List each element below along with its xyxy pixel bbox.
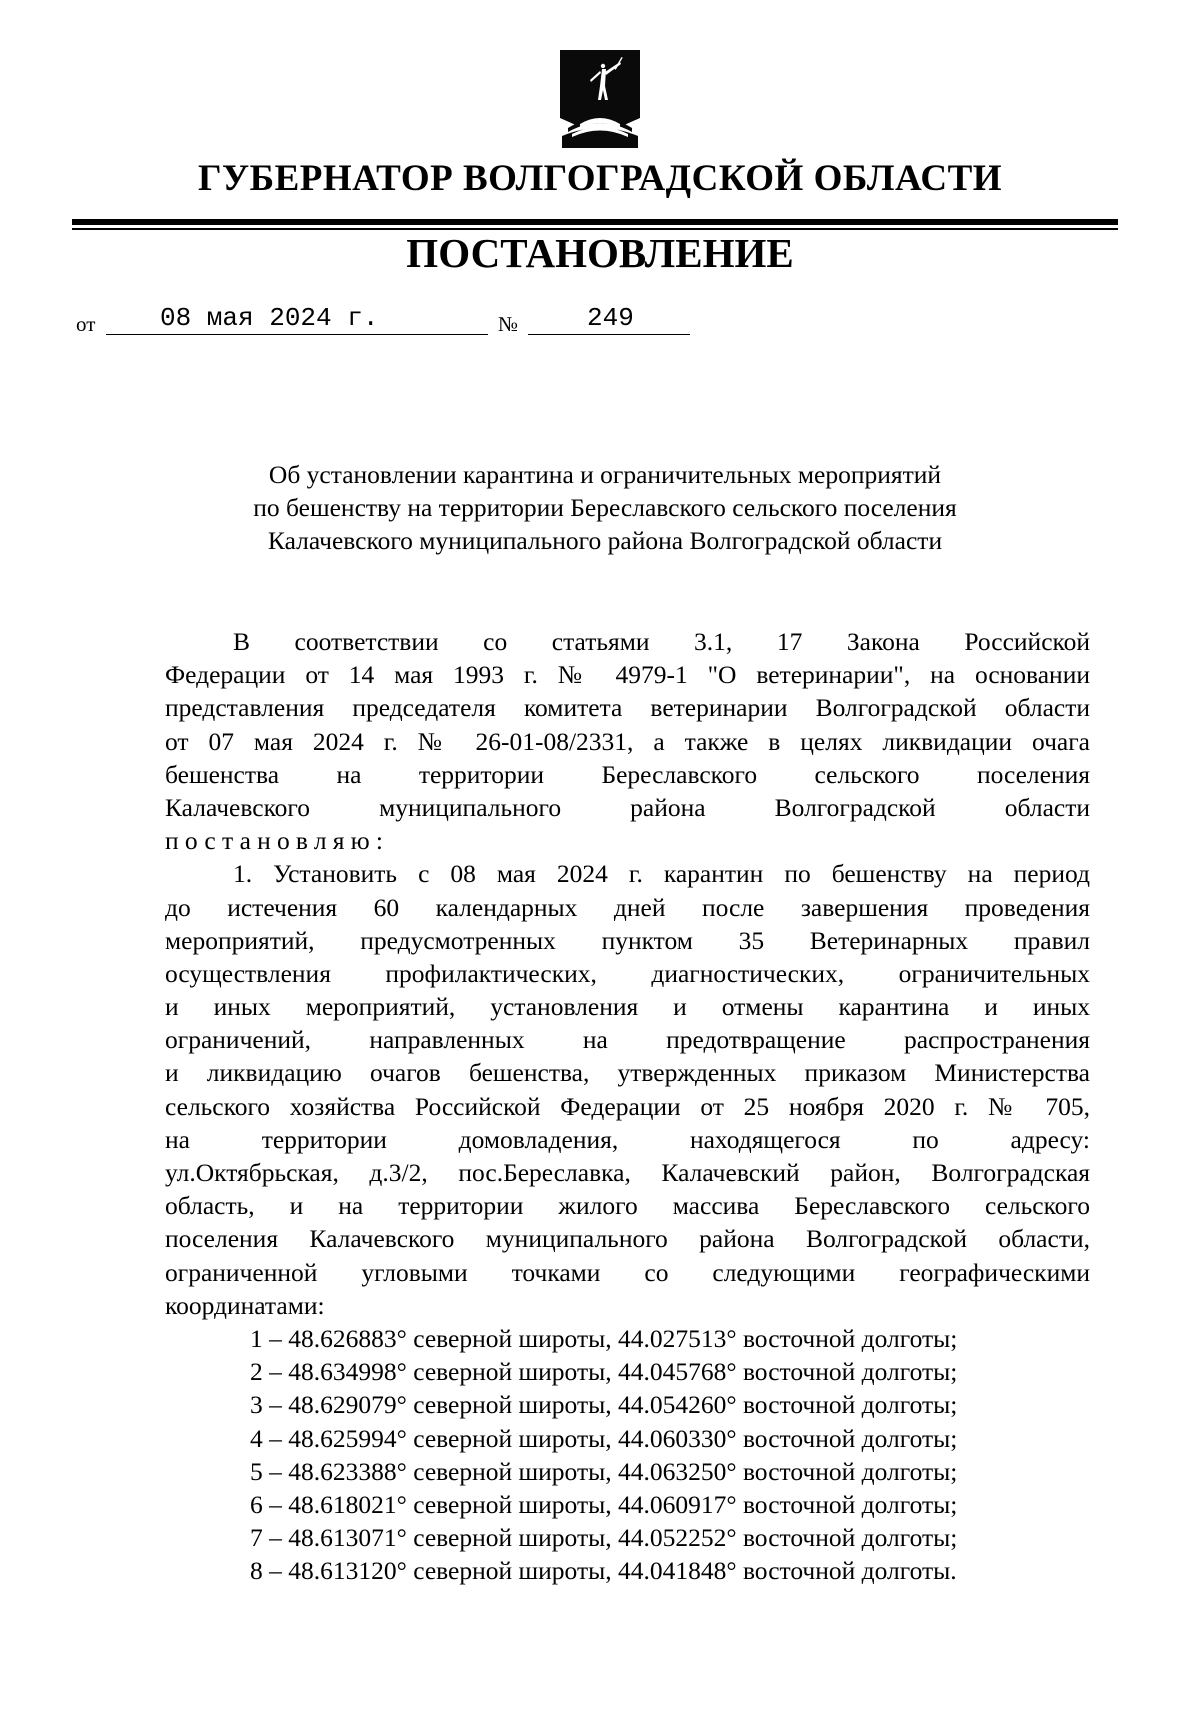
document-body xyxy=(165,625,1090,1587)
preamble-line: Федерации от 14 мая 1993 г. № 4979-1 "О ветеринарии", на основании xyxy=(165,660,1090,690)
preamble-line: от 07 мая 2024 г. № 26-01-08/2331, а также в целях ликвидации очага xyxy=(165,726,1090,756)
item-line: ограничений, направленных на предотвращение распространения xyxy=(165,1025,1090,1055)
item-line: и ликвидацию очагов бешенства, утвержденных приказом Министерства xyxy=(165,1058,1090,1088)
decree-word: постановляю: xyxy=(165,826,390,856)
date-label: от xyxy=(76,312,96,336)
title-line: по бешенству на территории Береславского сельского поселения xyxy=(253,493,957,522)
coat-of-arms-emblem xyxy=(558,48,642,150)
item-line: на территории домовладения, находящегося по адресу: xyxy=(165,1124,1090,1154)
item-line: сельского хозяйства Российской Федерации от 25 ноября 2020 г. № 705, xyxy=(165,1091,1090,1121)
document-title xyxy=(160,458,1050,557)
coordinate-point: 7 – 48.613071° северной широты, 44.052252° восточной долготы; xyxy=(250,1523,958,1553)
item-line: мероприятий, предусмотренных пунктом 35 Ветеринарных правил xyxy=(165,925,1090,955)
item-line: до истечения 60 календарных дней после завершения проведения xyxy=(165,892,1090,922)
title-line: Калачевского муниципального района Волгоградской области xyxy=(267,526,943,555)
preamble-line: бешенства на территории Береславского сельского поселения xyxy=(165,759,1090,789)
document-date: 08 мая 2024 г. xyxy=(160,303,379,333)
coordinate-point: 6 – 48.618021° северной широты, 44.060917° восточной долготы; xyxy=(250,1489,958,1519)
coordinate-point: 5 – 48.623388° северной широты, 44.063250° восточной долготы; xyxy=(250,1456,958,1486)
number-label: № xyxy=(498,312,519,336)
date-underline xyxy=(106,334,488,335)
coordinate-point: 3 – 48.629079° северной широты, 44.054260° восточной долготы; xyxy=(250,1390,958,1420)
item-line: осуществления профилактических, диагностических, ограничительных xyxy=(165,958,1090,988)
item-line: поселения Калачевского муниципального района Волгоградской области, xyxy=(165,1224,1090,1254)
preamble-line: В соответствии со статьями 3.1, 17 Закона Российской xyxy=(233,627,1090,656)
number-underline xyxy=(528,334,690,335)
item-line: и иных мероприятий, установления и отмены карантина и иных xyxy=(165,992,1090,1022)
coordinate-point: 8 – 48.613120° северной широты, 44.041848° восточной долготы. xyxy=(250,1556,957,1586)
preamble-line: представления председателя комитета ветеринарии Волгоградской области xyxy=(165,693,1090,723)
header-divider-thick xyxy=(72,219,1118,225)
title-line: Об установлении карантина и ограничительных мероприятий xyxy=(268,460,942,489)
coordinate-point: 1 – 48.626883° северной широты, 44.027513° восточной долготы; xyxy=(250,1323,958,1353)
item-line: ограниченной угловыми точками со следующими географическими xyxy=(165,1257,1090,1287)
coordinate-point: 2 – 48.634998° северной широты, 44.045768° восточной долготы; xyxy=(250,1357,958,1387)
item-line: координатами: xyxy=(165,1290,325,1320)
item-line: 1. Установить с 08 мая 2024 г. карантин по бешенству на период xyxy=(233,859,1090,889)
preamble-line: Калачевского муниципального района Волгоградской области xyxy=(165,792,1090,822)
item-line: ул.Октябрьская, д.3/2, пос.Береславка, Калачевский район, Волгоградская xyxy=(165,1158,1090,1187)
item-line: область, и на территории жилого массива Береславского сельского xyxy=(165,1191,1090,1221)
document-type: ПОСТАНОВЛЕНИЕ xyxy=(406,230,794,276)
document-number: 249 xyxy=(587,303,634,333)
issuing-authority: ГУБЕРНАТОР ВОЛГОГРАДСКОЙ ОБЛАСТИ xyxy=(197,158,1003,199)
coordinate-point: 4 – 48.625994° северной широты, 44.060330° восточной долготы; xyxy=(250,1423,958,1453)
